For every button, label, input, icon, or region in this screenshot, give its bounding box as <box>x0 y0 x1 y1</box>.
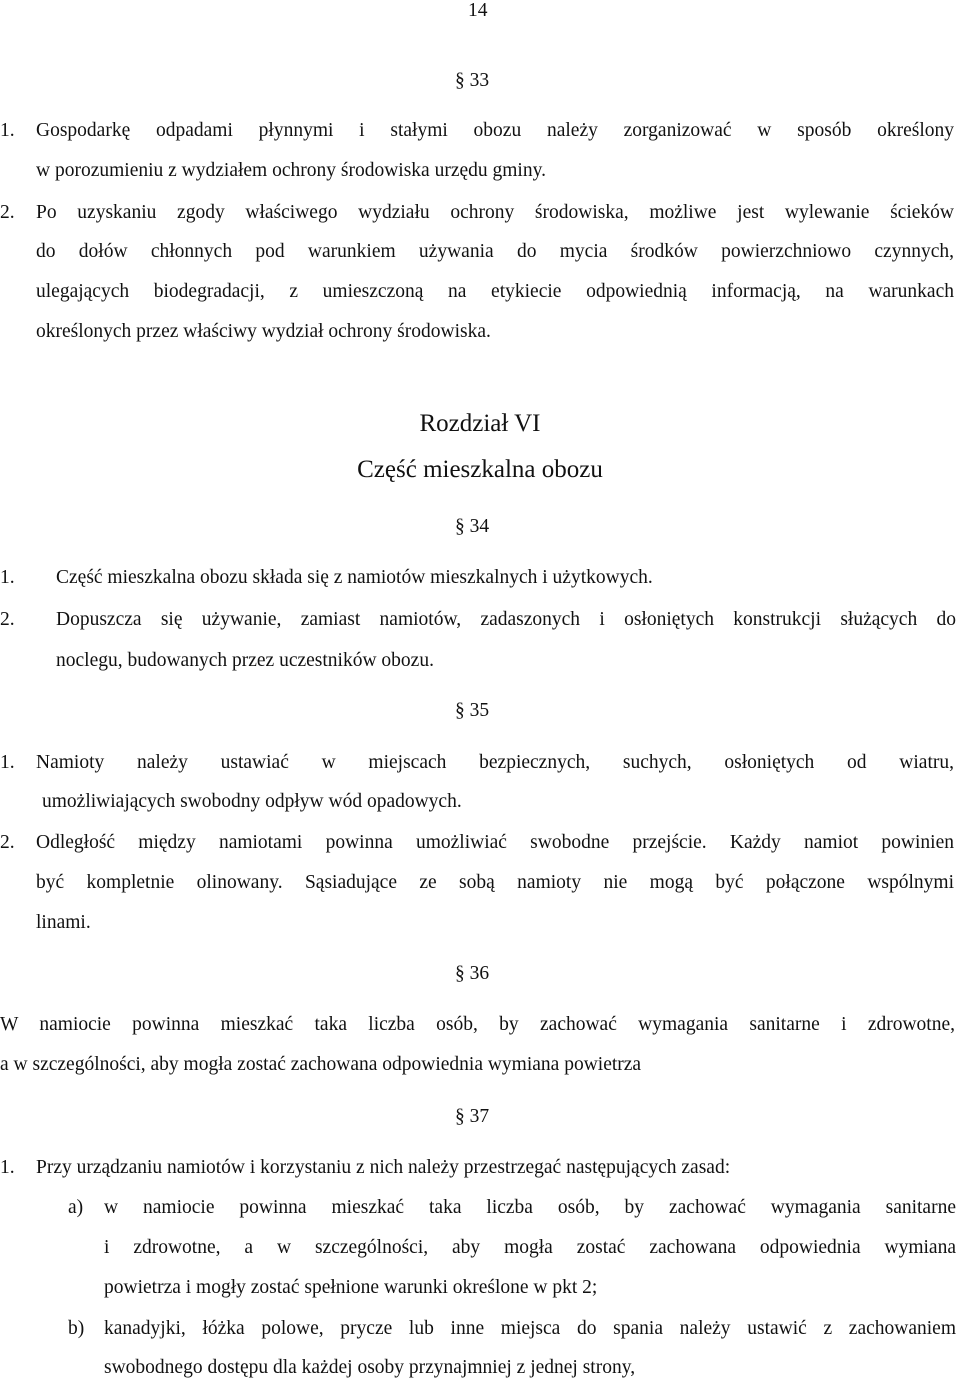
item-number: 2. <box>0 609 15 630</box>
paragraph-line: określonych przez właściwy wydział ochrony środowiska. <box>36 321 491 342</box>
paragraph-line: a w szczególności, aby mogła zostać zachowana odpowiednia wymiana powietrza <box>0 1054 642 1075</box>
list-marker: a) <box>68 1197 84 1218</box>
item-number: 1. <box>0 567 15 588</box>
item-number: 2. <box>0 202 15 223</box>
paragraph-line: Namioty należy ustawiać w miejscach bezpiecznych, suchych, osłoniętych od wiatru, <box>36 752 954 773</box>
section-35-heading: § 35 <box>455 700 490 721</box>
paragraph-line: W namiocie powinna mieszkać taka liczba osób, by zachować wymagania sanitarne i zdrowotne, <box>0 1014 955 1035</box>
item-number: 1. <box>0 752 15 773</box>
section-34-heading: § 34 <box>455 516 490 537</box>
chapter-subtitle: Część mieszkalna obozu <box>357 456 603 483</box>
paragraph-line: linami. <box>36 912 91 933</box>
paragraph-line: być kompletnie olinowany. Sąsiadujące ze sobą namioty nie mogą być połączone wspólnymi <box>36 872 954 893</box>
paragraph-line: ulegających biodegradacji, z umieszczoną na etykiecie odpowiednią informacją, na warunkach <box>36 281 954 302</box>
paragraph-line: noclegu, budowanych przez uczestników obozu. <box>56 650 434 671</box>
chapter-title: Rozdział VI <box>419 410 541 437</box>
list-item-line: swobodnego dostępu dla każdej osoby przynajmniej z jednej strony, <box>104 1357 636 1378</box>
paragraph-line: umożliwiających swobodny odpływ wód opadowych. <box>42 791 462 812</box>
paragraph-line: Gospodarkę odpadami płynnymi i stałymi obozu należy zorganizować w sposób określony <box>36 120 954 141</box>
list-item-line: w namiocie powinna mieszkać taka liczba osób, by zachować wymagania sanitarne <box>104 1197 956 1218</box>
paragraph-line: do dołów chłonnych pod warunkiem używania do mycia środków powierzchniowo czynnych, <box>36 241 954 262</box>
paragraph-line: Przy urządzaniu namiotów i korzystaniu z nich należy przestrzegać następujących zasad: <box>36 1157 731 1178</box>
section-37-heading: § 37 <box>455 1106 490 1127</box>
item-number: 1. <box>0 1157 15 1178</box>
page-number: 14 <box>468 0 488 21</box>
paragraph-line: Dopuszcza się używanie, zamiast namiotów, zadaszonych i osłoniętych konstrukcji służących do <box>56 609 956 630</box>
paragraph-line: w porozumieniu z wydziałem ochrony środowiska urzędu gminy. <box>36 160 546 181</box>
section-33-heading: § 33 <box>455 70 490 91</box>
list-item-line: kanadyjki, łóżka polowe, prycze lub inne miejsca do spania należy ustawić z zachowaniem <box>104 1318 956 1339</box>
section-36-heading: § 36 <box>455 963 490 984</box>
list-marker: b) <box>68 1318 85 1339</box>
list-item-line: powietrza i mogły zostać spełnione warunki określone w pkt 2; <box>104 1277 598 1298</box>
list-item-line: i zdrowotne, a w szczególności, aby mogła zostać zachowana odpowiednia wymiana <box>104 1237 956 1258</box>
paragraph-line: Część mieszkalna obozu składa się z namiotów mieszkalnych i użytkowych. <box>56 567 653 588</box>
item-number: 2. <box>0 832 15 853</box>
paragraph-line: Odległość między namiotami powinna umożliwiać swobodne przejście. Każdy namiot powinien <box>36 832 954 853</box>
item-number: 1. <box>0 120 15 141</box>
paragraph-line: Po uzyskaniu zgody właściwego wydziału ochrony środowiska, możliwe jest wylewanie ścieków <box>36 202 954 223</box>
